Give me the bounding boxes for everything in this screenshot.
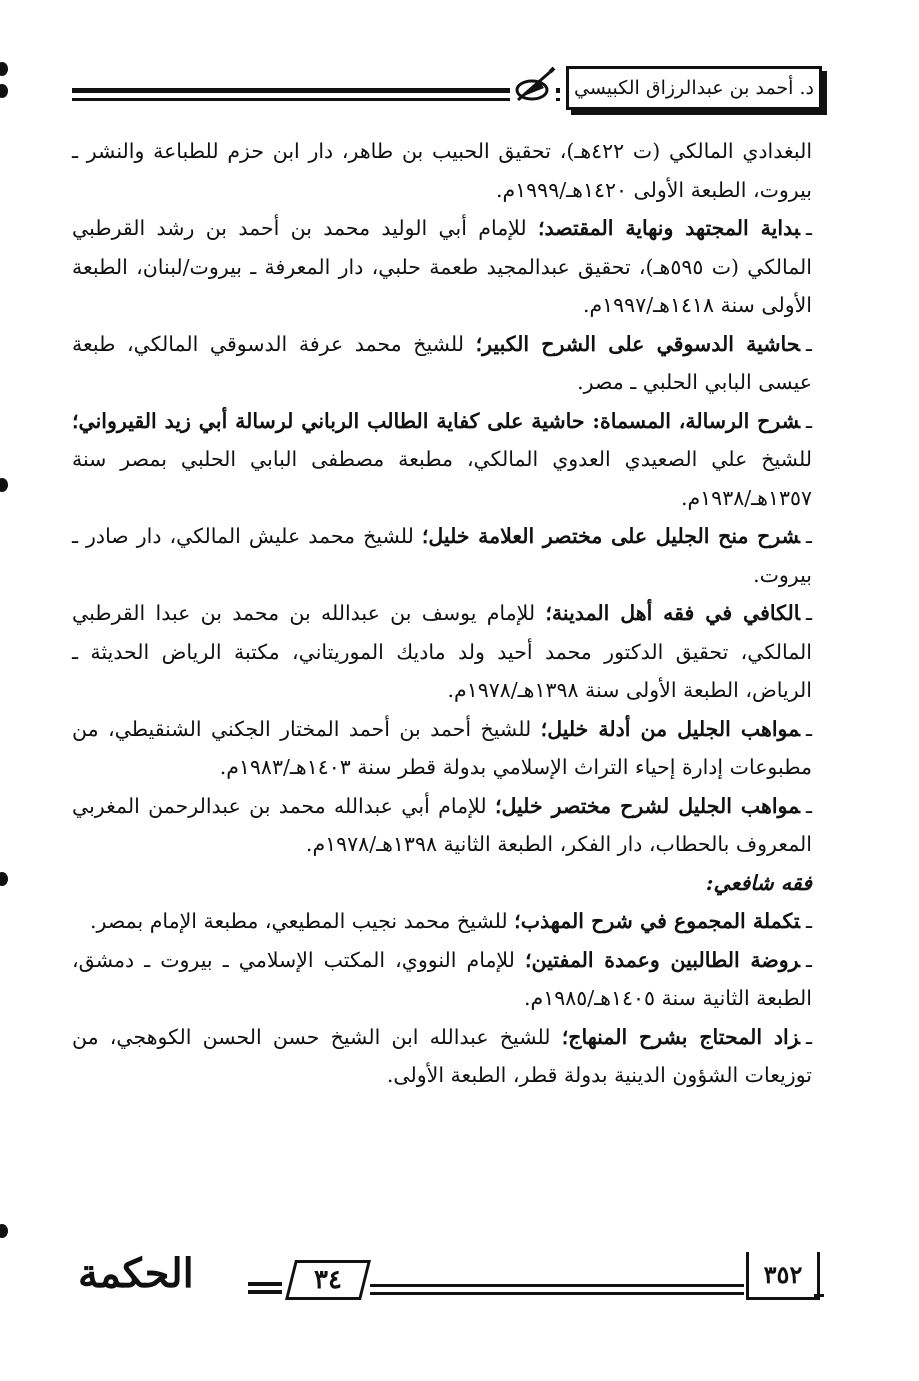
issue-number: ٣٤ xyxy=(314,1265,342,1295)
page-number: ٣٥٢ xyxy=(763,1260,803,1289)
footer-rule xyxy=(248,1290,282,1294)
margin-dot xyxy=(0,1224,8,1238)
margin-dot xyxy=(0,872,8,886)
footer-rule xyxy=(248,1282,282,1286)
entry-details: للشيخ محمد عليش المالكي، دار صادر ـ بيروت. xyxy=(72,524,812,587)
entry-title: مواهب الجليل لشرح مختصر خليل؛ xyxy=(494,793,800,818)
bibliography-entry: ـبداية المجتهد ونهاية المقتصد؛ للإمام أبي الوليد محمد بن أحمد بن رشد القرطبي المالكي (ت ٥٩٥هـ)، تحقيق عبدالمجيد طعمة حلبي، دار المعرفة ـ بيروت/لبنان، الطبعة الأولى سنة ١٤١٨هـ/١٩٩٧م. xyxy=(72,216,813,317)
bibliography-entry: ـتكملة المجموع في شرح المهذب؛ للشيخ محمد نجيب المطيعي، مطبعة الإمام بمصر. xyxy=(90,909,812,933)
entry-details: للشيخ محمد عرفة الدسوقي المالكي، طبعة عيسى البابي الحلبي ـ مصر. xyxy=(72,331,812,394)
bibliography xyxy=(72,132,812,1095)
entry-details: للشيخ علي الصعيدي العدوي المالكي، مطبعة مصطفى البابي الحلبي بمصر سنة ١٣٥٧هـ/١٩٣٨م. xyxy=(72,447,812,510)
author-box xyxy=(566,66,822,110)
issue-folder xyxy=(285,1260,371,1300)
quill-pen-icon xyxy=(510,66,556,106)
header-rule xyxy=(72,88,560,93)
entry-details: للإمام أبي عبدالله محمد بن عبدالرحمن المغربي المعروف بالحطاب، دار الفكر، الطبعة الثانية ١٣٩٨هـ/١٩٧٨م. xyxy=(72,793,812,856)
margin-dot xyxy=(0,62,8,76)
bibliography-entry: ـحاشية الدسوقي على الشرح الكبير؛ للشيخ محمد عرفة الدسوقي المالكي، طبعة عيسى البابي الحلبي ـ مصر. xyxy=(72,331,812,394)
footer-rule xyxy=(370,1284,744,1287)
entry-title: مواهب الجليل من أدلة خليل؛ xyxy=(540,716,800,741)
entry-title: تكملة المجموع في شرح المهذب؛ xyxy=(514,909,800,933)
author-name: د. أحمد بن عبدالرزاق الكبيسي xyxy=(574,77,814,99)
entry-details: للإمام النووي، المكتب الإسلامي ـ بيروت ـ دمشق، الطبعة الثانية سنة ١٤٠٥هـ/١٩٨٥م. xyxy=(72,947,812,1010)
entry-details: للشيخ محمد نجيب المطيعي، مطبعة الإمام بمصر. xyxy=(90,909,515,933)
bibliography-entry: ـشرح الرسالة، المسماة: حاشية على كفاية الطالب الرباني لرسالة أبي زيد القيرواني؛ للشيخ علي الصعيدي العدوي المالكي، مطبعة مصطفى البابي الحلبي بمصر سنة ١٣٥٧هـ/١٩٣٨م. xyxy=(72,408,812,510)
page-footer xyxy=(78,1250,824,1310)
footer-rule xyxy=(370,1292,744,1295)
bibliography-entry: ـروضة الطالبين وعمدة المفتين؛ للإمام النووي، المكتب الإسلامي ـ بيروت ـ دمشق، الطبعة الثانية سنة ١٤٠٥هـ/١٩٨٥م. xyxy=(72,947,813,1010)
bibliography-entry: ـزاد المحتاج بشرح المنهاج؛ للشيخ عبدالله ابن الشيخ حسن الحسن الكوهجي، من توزيعات الشؤون الدينية بدولة قطر، الطبعة الأولى. xyxy=(72,1024,812,1087)
margin-dot xyxy=(0,84,8,98)
entry-details: للشيخ أحمد بن أحمد المختار الجكني الشنقيطي، من مطبوعات إدارة إحياء التراث الإسلامي بدولة قطر سنة ١٤٠٣هـ/١٩٨٣م. xyxy=(72,716,812,779)
footer-rule xyxy=(814,1294,824,1297)
entry-title: الكافي في فقه أهل المدينة؛ xyxy=(545,601,800,625)
entry-title: شرح الرسالة، المسماة: حاشية على كفاية الطالب الرباني لرسالة أبي زيد القيرواني؛ xyxy=(72,408,800,433)
bibliography-entry: ـمواهب الجليل من أدلة خليل؛ للشيخ أحمد بن أحمد المختار الجكني الشنقيطي، من مطبوعات إدارة إحياء التراث الإسلامي بدولة قطر سنة ١٤٠٣هـ/١٩٨٣م. xyxy=(72,716,812,779)
bibliography-entry: ـالكافي في فقه أهل المدينة؛ للإمام يوسف بن عبدالله بن محمد بن عبدا القرطبي المالكي، تحقيق الدكتور محمد أحيد ولد ماديك الموريتاني، مكتبة الرياض الحديثة ـ الرياض، الطبعة الأولى سنة ١٣٩٨هـ/١٩٧٨م. xyxy=(72,601,812,702)
entry-title: حاشية الدسوقي على الشرح الكبير؛ xyxy=(475,331,800,356)
header-rule xyxy=(72,98,560,101)
entry-details: للإمام يوسف بن عبدالله بن محمد بن عبدا القرطبي المالكي، تحقيق الدكتور محمد أحيد ولد ماديك الموريتاني، مكتبة الرياض الحديثة ـ الرياض، الطبعة الأولى سنة ١٣٩٨هـ/١٩٧٨م. xyxy=(72,601,812,702)
entry-title: زاد المحتاج بشرح المنهاج؛ xyxy=(561,1024,800,1049)
page-number-box xyxy=(746,1252,820,1300)
entry-details: للإمام أبي الوليد محمد بن أحمد بن رشد القرطبي المالكي (ت ٥٩٥هـ)، تحقيق عبدالمجيد طعمة حلبي، دار المعرفة ـ بيروت/لبنان، الطبعة الأولى سنة ١٤١٨هـ/١٩٩٧م. xyxy=(72,216,812,317)
bibliography-entry: ـشرح منح الجليل على مختصر العلامة خليل؛ للشيخ محمد عليش المالكي، دار صادر ـ بيروت. xyxy=(72,524,812,587)
bibliography-entry: ـمواهب الجليل لشرح مختصر خليل؛ للإمام أبي عبدالله محمد بن عبدالرحمن المغربي المعروف بالحطاب، دار الفكر، الطبعة الثانية ١٣٩٨هـ/١٩٧٨م. xyxy=(72,793,812,856)
page-header xyxy=(72,62,822,122)
entry-title: روضة الطالبين وعمدة المفتين؛ xyxy=(524,947,800,972)
section-heading: فقه شافعي: xyxy=(705,870,812,895)
entry-title: بداية المجتهد ونهاية المقتصد؛ xyxy=(538,216,800,240)
margin-dot xyxy=(0,478,8,492)
entry-title: شرح منح الجليل على مختصر العلامة خليل؛ xyxy=(421,524,800,548)
entry-details: للشيخ عبدالله ابن الشيخ حسن الحسن الكوهجي، من توزيعات الشؤون الدينية بدولة قطر، الطبعة الأولى. xyxy=(72,1024,812,1087)
entry-continuation: البغدادي المالكي (ت ٤٢٢هـ)، تحقيق الحبيب بن طاهر، دار ابن حزم للطباعة والنشر ـ بيروت، الطبعة الأولى ١٤٢٠هـ/١٩٩٩م. xyxy=(72,139,813,202)
journal-logo: الحكمة xyxy=(78,1250,194,1297)
